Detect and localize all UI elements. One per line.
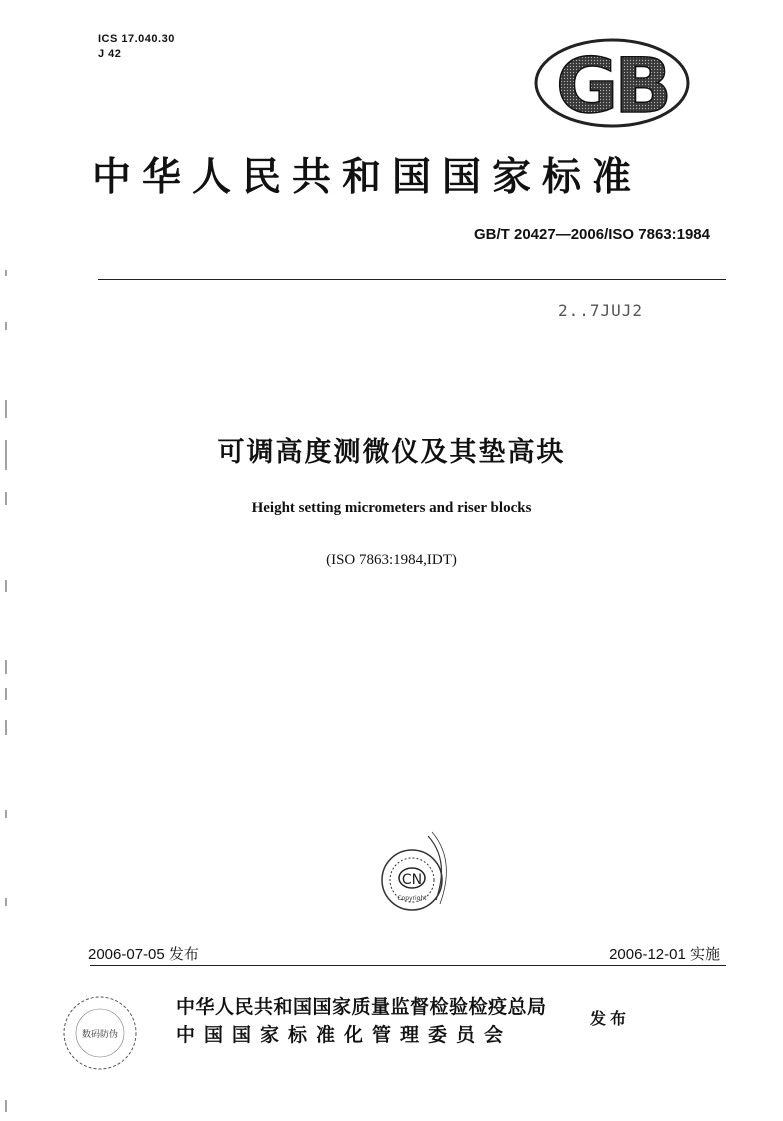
ccs-code: J 42 xyxy=(98,48,122,60)
document-title-en: Height setting micrometers and riser blocks xyxy=(251,500,532,516)
header-divider xyxy=(98,279,726,280)
stamp-number: 2..7JUJ2 xyxy=(558,301,644,320)
iso-equivalence: (ISO 7863:1984,IDT) xyxy=(326,552,457,568)
anti-counterfeit-text: 数码防伪 xyxy=(81,1030,119,1040)
gb-logo xyxy=(533,38,691,128)
standard-category-title: 中华人民共和国国家标准 xyxy=(92,154,643,200)
margin-scan-marks xyxy=(0,0,14,1121)
implementation-date: 2006-12-01 实施 xyxy=(609,946,720,963)
issue-date: 2006-07-05 发布 xyxy=(88,946,199,963)
footer-divider xyxy=(90,965,726,966)
issuer-line-2: 中国国家标准化管理委员会 xyxy=(176,1024,513,1046)
standard-number: GB/T 20427—2006/ISO 7863:1984 xyxy=(474,226,710,243)
cn-standards-seal-icon xyxy=(370,830,460,915)
ics-code: ICS 17.040.30 xyxy=(98,33,175,45)
document-title-cn: 可调高度测微仪及其垫高块 xyxy=(217,437,566,468)
seal-center-text: CN xyxy=(401,872,423,888)
gb-logo-text: GB xyxy=(555,41,669,128)
anti-counterfeit-seal-icon xyxy=(60,993,140,1073)
classification-codes xyxy=(98,32,175,62)
seal-ring-text: Copyright xyxy=(397,895,427,902)
issuer-line-1: 中华人民共和国国家质量监督检验检疫总局 xyxy=(176,996,547,1018)
publish-label: 发布 xyxy=(590,1009,631,1028)
